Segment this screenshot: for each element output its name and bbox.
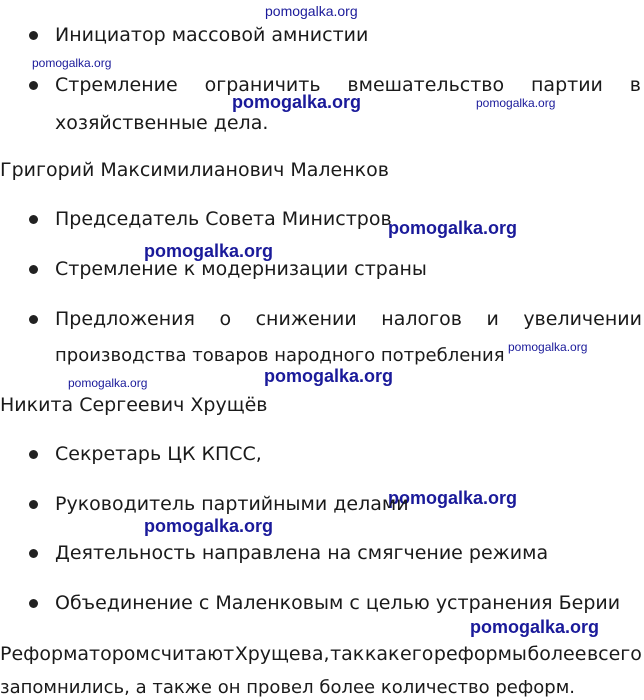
word: вмешательство bbox=[347, 74, 505, 96]
list-item: Стремление к модернизации страны bbox=[55, 258, 427, 280]
conclusion-paragraph bbox=[0, 643, 642, 665]
word: Реформатором bbox=[0, 643, 150, 665]
word: его bbox=[400, 643, 434, 665]
list-item: Деятельность направлена на смягчение режима bbox=[55, 542, 549, 564]
watermark: pomogalka.org bbox=[508, 340, 588, 354]
watermark: pomogalka.org bbox=[232, 92, 362, 112]
watermark: pomogalka.org bbox=[264, 366, 394, 386]
bullet-icon bbox=[29, 500, 38, 509]
word: считают bbox=[150, 643, 235, 665]
bullet-icon bbox=[29, 265, 38, 274]
word: партии bbox=[531, 74, 603, 96]
word: реформы bbox=[433, 643, 527, 665]
list-item bbox=[55, 74, 641, 96]
watermark: pomogalka.org bbox=[68, 376, 148, 390]
word: налогов bbox=[381, 308, 462, 330]
word: Хрущева, bbox=[234, 643, 330, 665]
word: более bbox=[527, 643, 587, 665]
word: Предложения bbox=[55, 308, 195, 330]
bullet-icon bbox=[29, 599, 38, 608]
list-item-continuation: хозяйственные дела. bbox=[55, 112, 269, 134]
list-item bbox=[55, 308, 642, 330]
watermark: pomogalka.org bbox=[388, 488, 518, 508]
word: увеличении bbox=[523, 308, 642, 330]
word: в bbox=[629, 74, 641, 96]
watermark: pomogalka.org bbox=[32, 56, 112, 70]
word: Стремление bbox=[55, 74, 178, 96]
bullet-icon bbox=[29, 549, 38, 558]
bullet-icon bbox=[29, 450, 38, 459]
word: как bbox=[364, 643, 400, 665]
word: и bbox=[486, 308, 499, 330]
list-item: Руководитель партийными делами bbox=[55, 493, 409, 515]
watermark: pomogalka.org bbox=[470, 617, 600, 637]
list-item: Председатель Совета Министров bbox=[55, 208, 392, 230]
word: снижении bbox=[255, 308, 357, 330]
word: ограничить bbox=[204, 74, 321, 96]
list-item: Объединение с Маленковым с целью устранения Берии bbox=[55, 592, 621, 614]
watermark: pomogalka.org bbox=[144, 241, 274, 261]
person-heading-khrushchev: Никита Сергеевич Хрущёв bbox=[0, 394, 268, 416]
bullet-icon bbox=[29, 315, 38, 324]
watermark: pomogalka.org bbox=[144, 516, 274, 536]
list-item: Инициатор массовой амнистии bbox=[55, 24, 369, 46]
word: всего bbox=[586, 643, 642, 665]
watermark: pomogalka.org bbox=[265, 3, 358, 19]
word: о bbox=[219, 308, 232, 330]
conclusion-paragraph-line: запомнились, а также он провел более количество реформ. bbox=[0, 677, 575, 698]
bullet-icon bbox=[29, 31, 38, 40]
bullet-icon bbox=[29, 81, 38, 90]
bullet-icon bbox=[29, 215, 38, 224]
watermark: pomogalka.org bbox=[476, 96, 556, 110]
list-item-continuation: производства товаров народного потребления bbox=[55, 345, 505, 366]
word: так bbox=[330, 643, 365, 665]
watermark: pomogalka.org bbox=[388, 218, 518, 238]
list-item: Секретарь ЦК КПСС, bbox=[55, 443, 262, 465]
person-heading-malenkov: Григорий Максимилианович Маленков bbox=[0, 159, 389, 181]
